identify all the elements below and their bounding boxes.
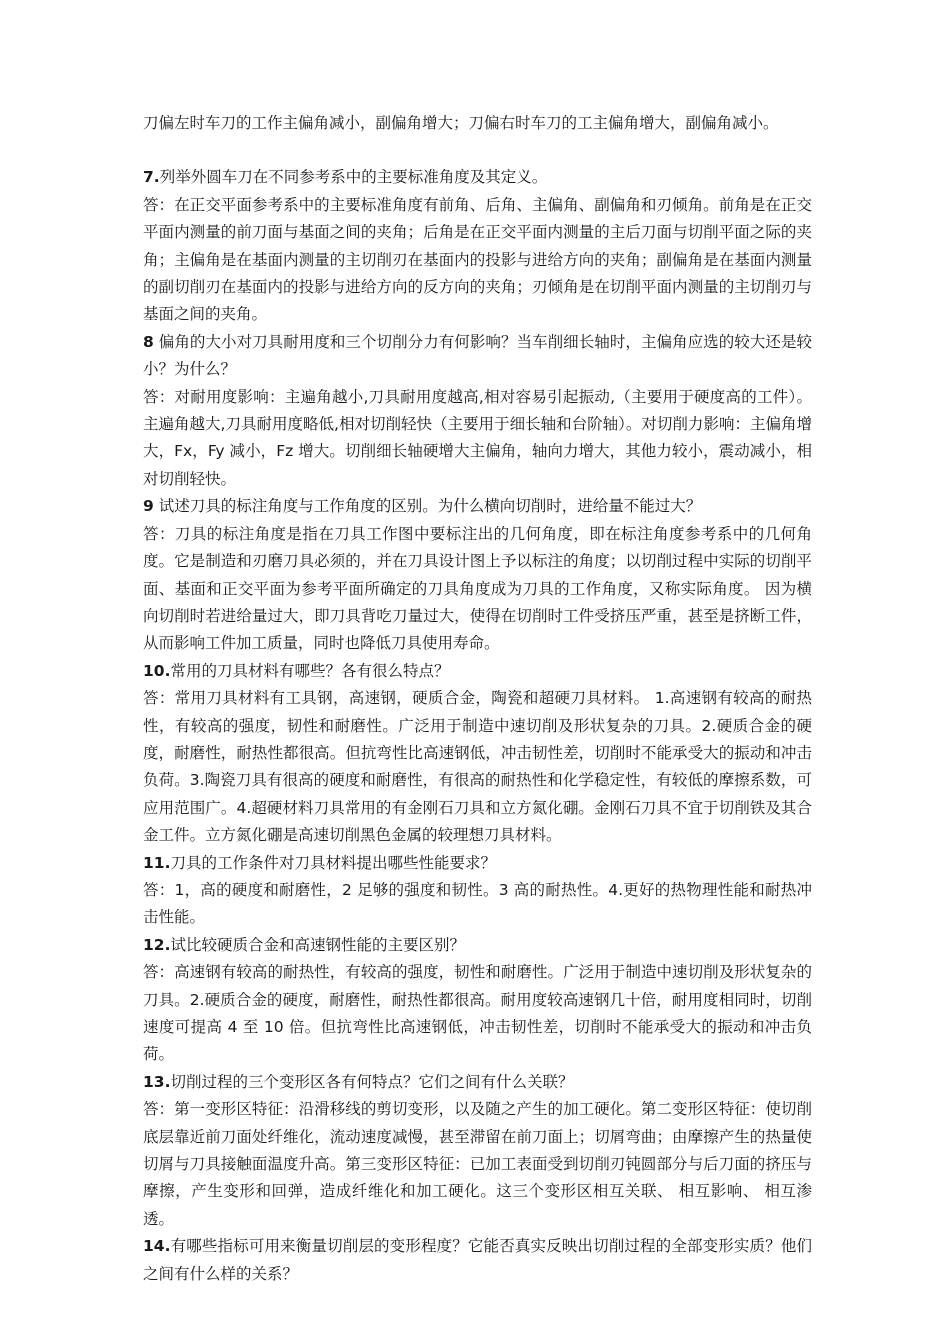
- question-body: 试述刀具的标注角度与工作角度的区别。为什么横向切削时，进给量不能过大？: [153, 497, 702, 516]
- qa-item: [143, 493, 812, 657]
- question-body: 常用的刀具材料有哪些？各有很么特点？: [170, 661, 450, 680]
- question-number: 13.: [143, 1072, 171, 1091]
- question-number: 7.: [143, 168, 160, 187]
- answer-text: 答：对耐用度影响：主遍角越小,刀具耐用度越高,相对容易引起振动,（主要用于硬度高的工件）。主遍角越大,刀具耐用度略低,相对切削轻快（主要用于细长轴和台阶轴）。对切削力影响：主偏角增大，Fx，Fy 减小，Fz 增大。切削细长轴硬增大主偏角，轴向力增大，其他力较小，震动减小，相对切削轻快。: [143, 387, 812, 488]
- qa-item: [143, 658, 812, 850]
- intro-paragraph: 刀偏左时车刀的工作主偏角减小，副偏角增大；刀偏右时车刀的工主偏角增大，副偏角减小。: [143, 114, 779, 132]
- question-text: [143, 932, 812, 959]
- qa-item: [143, 164, 812, 328]
- question-text: [143, 1233, 812, 1288]
- question-body: 列举外圆车刀在不同参考系中的主要标准角度及其定义。: [159, 168, 548, 187]
- question-text: [143, 329, 812, 384]
- qa-item: [143, 329, 812, 493]
- question-text: [143, 493, 812, 520]
- qa-item: [143, 1233, 812, 1288]
- question-text: [143, 1069, 812, 1096]
- answer-text: 答：刀具的标注角度是指在刀具工作图中要标注出的几何角度，即在标注角度参考系中的几何角度。它是制造和刃磨刀具必须的，并在刀具设计图上予以标注的角度；以切削过程中实际的切削平面、基面和正交平面为参考平面所确定的刀具角度成为刀具的工作角度，又称实际角度。 因为横向切削时若进给量过大，即刀具背吃刀量过大，使得在切削时工件受挤压严重，甚至是挤断工件，从而影响工件加工质量，同时也降低刀具使用寿命。: [143, 524, 812, 653]
- answer-text: 答：1，高的硬度和耐磨性，2 足够的强度和韧性。3 高的耐热性。4.更好的热物理性能和耐热冲击性能。: [143, 880, 812, 927]
- question-text: [143, 658, 812, 685]
- qa-list: [143, 164, 812, 1288]
- question-text: [143, 850, 812, 877]
- qa-item: [143, 850, 812, 932]
- answer-text: 答：第一变形区特征：沿滑移线的剪切变形，以及随之产生的加工硬化。第二变形区特征：使切削底层靠近前刀面处纤维化，流动速度减慢，甚至滞留在前刀面上；切屑弯曲；由摩擦产生的热量使切屑与刀具接触面温度升高。第三变形区特征：已加工表面受到切削刃钝圆部分与后刀面的挤压与摩擦，产生变形和回弹，造成纤维化和加工硬化。这三个变形区相互关联、 相互影响、 相互渗透。: [143, 1100, 812, 1228]
- qa-item: [143, 932, 812, 1069]
- question-text: [143, 164, 812, 191]
- answer-text: 答：高速钢有较高的耐热性，有较高的强度，韧性和耐磨性。广泛用于制造中速切削及形状复杂的刀具。2.硬质合金的硬度，耐磨性，耐热性都很高。耐用度较高速钢几十倍，耐用度相同时，切削速度可提高 4 至 10 倍。但抗弯性比高速钢低，冲击韧性差，切削时不能承受大的振动和冲击负荷。: [143, 963, 812, 1064]
- question-number: 14.: [143, 1237, 171, 1256]
- answer-text: 答：在正交平面参考系中的主要标准角度有前角、后角、主偏角、副偏角和刃倾角。前角是在正交平面内测量的前刀面与基面之间的夹角；后角是在正交平面内测量的主后刀面与切削平面之际的夹角；主偏角是在基面内测量的主切削刃在基面内的投影与进给方向的夹角；副偏角是在基面内测量的副切削刃在基面内的投影与进给方向的反方向的夹角；刃倾角是在切削平面内测量的主切削刃与基面之间的夹角。: [143, 195, 812, 324]
- question-number: 11.: [143, 853, 171, 872]
- question-body: 有哪些指标可用来衡量切削层的变形程度？它能否真实反映出切削过程的全部变形实质？他们之间有什么样的关系？: [143, 1237, 812, 1283]
- question-body: 试比较硬质合金和高速钢性能的主要区别？: [170, 935, 465, 954]
- question-number: 10.: [143, 661, 171, 680]
- answer-text: 答：常用刀具材料有工具钢，高速钢，硬质合金，陶瓷和超硬刀具材料。 1.高速钢有较高的耐热性，有较高的强度，韧性和耐磨性。广泛用于制造中速切削及形状复杂的刀具。2.硬质合金的硬度，耐磨性，耐热性都很高。但抗弯性比高速钢低，冲击韧性差，切削时不能承受大的振动和冲击负荷。3.陶瓷刀具有很高的硬度和耐磨性，有很高的耐热性和化学稳定性，有较低的摩擦系数，可应用范围广。4.超硬材料刀具常用的有金刚石刀具和立方氮化硼。金刚石刀具不宜于切削铁及其合金工件。立方氮化硼是高速切削黑色金属的较理想刀具材料。: [143, 689, 812, 845]
- qa-item: [143, 1069, 812, 1233]
- question-body: 偏角的大小对刀具耐用度和三个切削分力有何影响？当车削细长轴时，主偏角应选的较大还是较小？为什么？: [143, 332, 812, 379]
- question-body: 切削过程的三个变形区各有何特点？它们之间有什么关联？: [170, 1072, 574, 1091]
- question-number: 9: [143, 497, 154, 516]
- question-number: 8: [143, 332, 154, 351]
- question-number: 12.: [143, 935, 171, 954]
- question-body: 刀具的工作条件对刀具材料提出哪些性能要求？: [170, 853, 496, 872]
